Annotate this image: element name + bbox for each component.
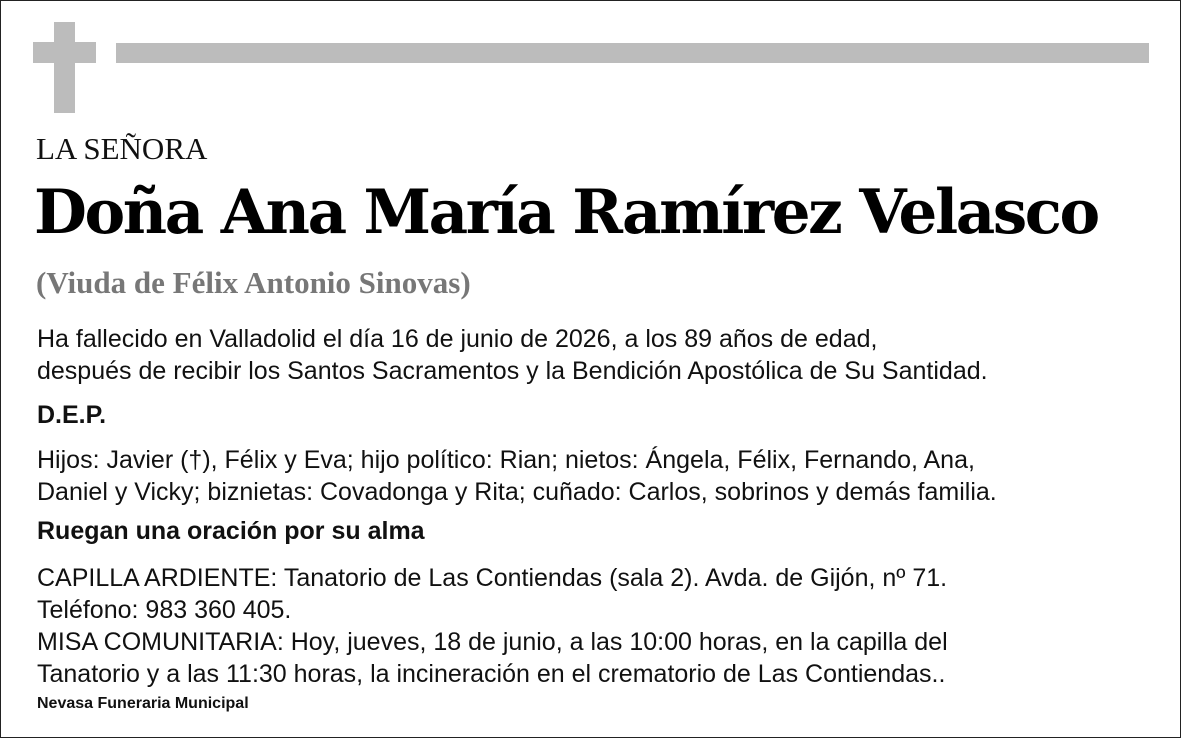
title-prefix: LA SEÑORA — [36, 131, 208, 166]
family-list — [37, 444, 997, 508]
service-info-line: CAPILLA ARDIENTE: Tanatorio de Las Contiendas (sala 2). Avda. de Gijón, nº 71. — [37, 564, 948, 592]
funeral-home: Nevasa Funeraria Municipal — [37, 695, 249, 712]
cross-vertical-bar — [54, 22, 75, 113]
family-line: Hijos: Javier (†), Félix y Eva; hijo político: Rian; nietos: Ángela, Félix, Fernando, Ana, — [37, 446, 975, 474]
service-info-line: MISA COMUNITARIA: Hoy, jueves, 18 de junio, a las 10:00 horas, en la capilla del — [37, 628, 948, 656]
service-info — [37, 562, 948, 690]
rip-label: D.E.P. — [37, 401, 107, 429]
death-notice — [37, 323, 988, 387]
cross-horizontal-bar — [33, 42, 96, 63]
prayer-request: Ruegan una oración por su alma — [37, 517, 425, 545]
widow-of: (Viuda de Félix Antonio Sinovas) — [36, 265, 471, 300]
death-notice-line: Ha fallecido en Valladolid el día 16 de junio de 2026, a los 89 años de edad, — [37, 325, 878, 353]
deceased-name: Doña Ana María Ramírez Velasco — [34, 177, 1098, 248]
family-line: Daniel y Vicky; biznietas: Covadonga y Rita; cuñado: Carlos, sobrinos y demás familia. — [37, 478, 997, 506]
service-info-line: Tanatorio y a las 11:30 horas, la incineración en el crematorio de Las Contiendas.. — [37, 660, 946, 688]
service-info-line: Teléfono: 983 360 405. — [37, 596, 292, 624]
death-notice-line: después de recibir los Santos Sacramentos y la Bendición Apostólica de Su Santidad. — [37, 357, 988, 385]
decorative-top-bar — [116, 43, 1149, 63]
